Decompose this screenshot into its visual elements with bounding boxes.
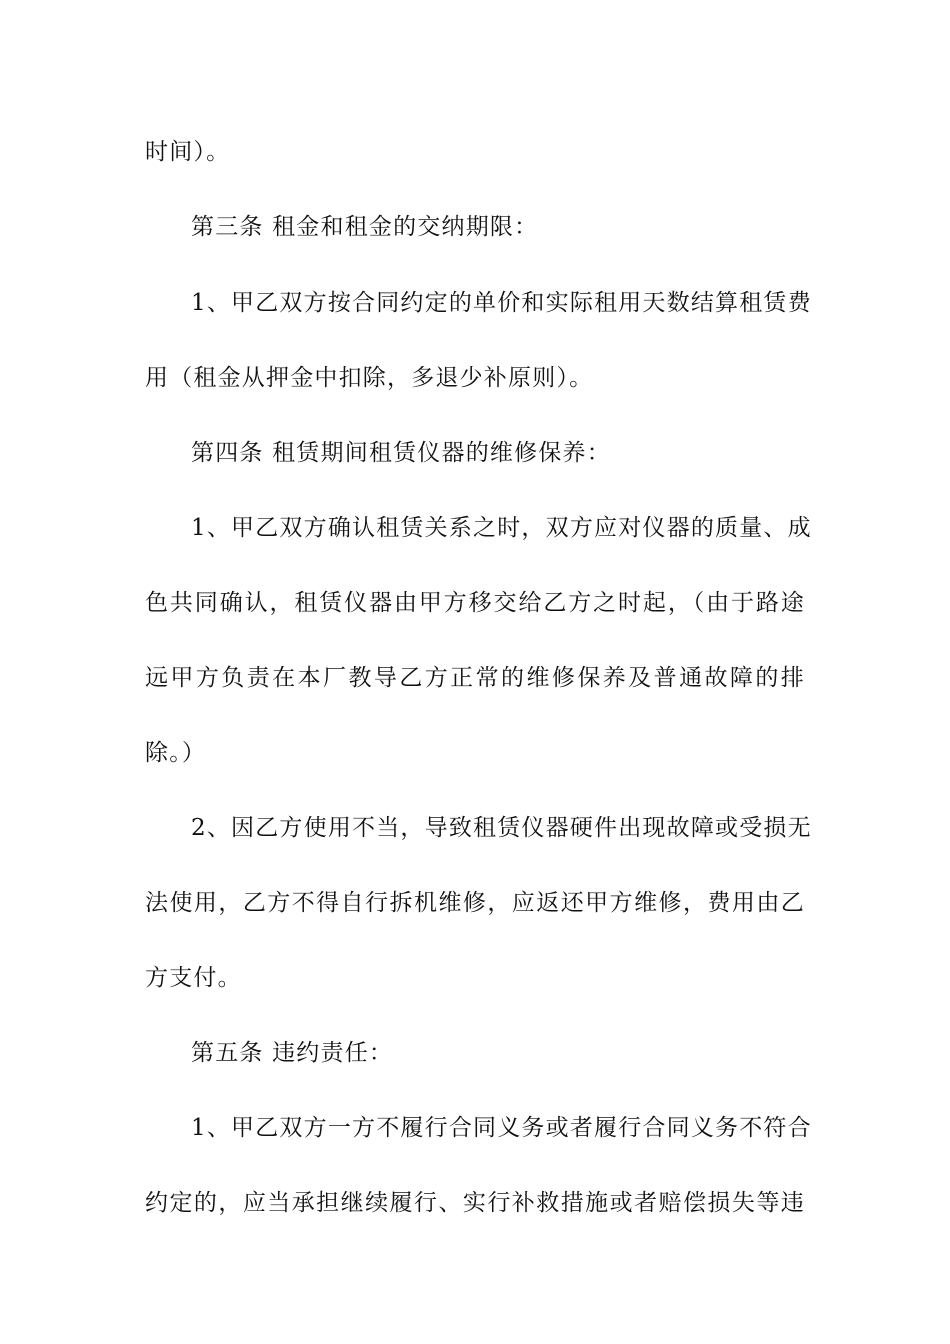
text-line: 方支付。	[145, 965, 242, 991]
section-heading: 第五条 违约责任：	[191, 1040, 394, 1066]
text-line: 1、甲乙双方确认租赁关系之时，双方应对仪器的质量、成	[191, 515, 812, 541]
text-line: 除。）	[145, 740, 207, 766]
text-line: 1、甲乙双方一方不履行合同义务或者履行合同义务不符合	[191, 1115, 812, 1141]
text-line: 约定的，应当承担继续履行、实行补救措施或者赔偿损失等违	[145, 1190, 805, 1216]
text-line: 2、因乙方使用不当，导致租赁仪器硬件出现故障或受损无	[191, 815, 812, 841]
text-line: 时间）。	[145, 139, 231, 165]
text-line: 法使用，乙方不得自行拆机维修，应返还甲方维修，费用由乙	[145, 890, 805, 916]
section-heading: 第三条 租金和租金的交纳期限：	[191, 214, 539, 240]
text-line: 远甲方负责在本厂教导乙方正常的维修保养及普通故障的排	[145, 665, 805, 691]
section-heading: 第四条 租赁期间租赁仪器的维修保养：	[191, 440, 611, 466]
text-line: 色共同确认，租赁仪器由甲方移交给乙方之时起，（由于路途	[145, 590, 805, 616]
text-line: 1、甲乙双方按合同约定的单价和实际租用天数结算租赁费	[191, 290, 812, 316]
text-line: 用（租金从押金中扣除，多退少补原则）。	[145, 365, 594, 391]
